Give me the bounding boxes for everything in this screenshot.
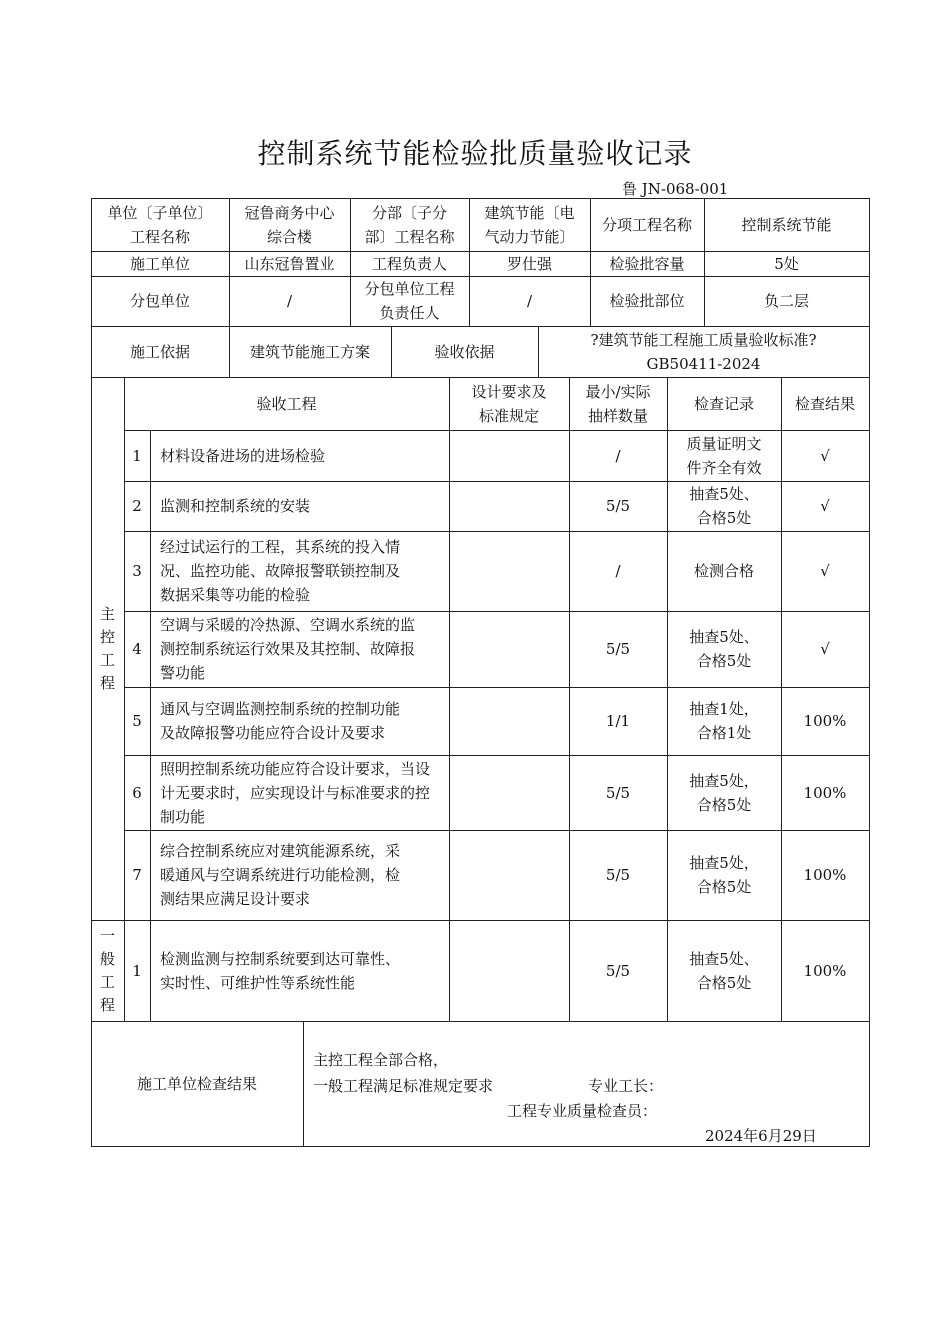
location-label: 检验批部位 <box>609 292 685 310</box>
basis-value: 建筑节能施工方案 <box>249 342 370 361</box>
item-record: 抽查1处， 合格1处 <box>689 700 759 742</box>
item-sample: / <box>615 562 621 580</box>
item-number: 5 <box>132 712 142 730</box>
item-result: √ <box>820 640 830 658</box>
item-number: 2 <box>132 497 142 515</box>
general-group-label: 一 般 工 程 <box>99 926 115 1014</box>
item-record: 质量证明文 件齐全有效 <box>686 434 762 477</box>
item-number: 1 <box>132 961 142 980</box>
contractor-value: 山东冠鲁置业 <box>244 254 335 273</box>
item-result: 100% <box>803 961 847 980</box>
item-sample: 5/5 <box>605 961 631 980</box>
form-code: 鲁 JN-068-001 <box>622 180 729 198</box>
acceptance-basis-label: 验收依据 <box>434 342 495 361</box>
item-sample: 1/1 <box>605 712 631 730</box>
item-description: 检测监测与控制系统要到达可靠性、 实时性、可维护性等系统性能 <box>160 949 401 992</box>
item-description: 空调与采暖的冷热源、空调水系统的监 测控制系统运行效果及其控制、故障报 警功能 <box>160 616 416 682</box>
basis-label: 施工依据 <box>129 342 190 361</box>
item-record: 抽查5处、 合格5处 <box>689 949 759 992</box>
summary-label: 施工单位检查结果 <box>136 1074 257 1093</box>
subcontractor-value: / <box>286 292 293 310</box>
item-number: 1 <box>132 446 142 465</box>
item-sample: 5/5 <box>605 497 631 515</box>
inspection-date: 2024年6月29日 <box>705 1127 817 1145</box>
item-record: 抽查5处， 合格5处 <box>689 854 759 896</box>
item-description: 监测和控制系统的安装 <box>160 497 311 515</box>
sub-manager-label: 分包单位工程 负责任人 <box>364 280 455 322</box>
column-header-result: 检查结果 <box>794 394 855 413</box>
item-sample: / <box>615 446 621 465</box>
item-number: 4 <box>132 640 142 658</box>
item-description: 通风与空调监测控制系统的控制功能 及故障报警功能应符合设计及要求 <box>160 700 401 742</box>
item-record: 抽查5处， 合格5处 <box>689 771 759 814</box>
capacity-value: 5处 <box>774 254 799 273</box>
column-header-item: 验收工程 <box>256 394 317 413</box>
foreman-signature-label: 专业工长： <box>588 1077 664 1095</box>
grid-line <box>869 1021 870 1147</box>
column-header-record: 检查记录 <box>693 394 754 413</box>
item-record: 抽查5处、 合格5处 <box>689 628 759 670</box>
subitem-label: 分项工程名称 <box>601 215 692 234</box>
acceptance-record-table <box>91 198 869 1147</box>
item-record: 抽查5处、 合格5处 <box>689 485 759 527</box>
capacity-label: 检验批容量 <box>609 254 685 273</box>
item-result: √ <box>820 562 830 580</box>
unit-value: 冠鲁商务中心 综合楼 <box>244 203 335 246</box>
division-label: 分部〔子分 部〕工程名称 <box>364 203 455 246</box>
item-sample: 5/5 <box>605 640 631 658</box>
location-value: 负二层 <box>763 292 809 310</box>
item-description: 照明控制系统功能应符合设计要求，当设 计无要求时，应实现设计与标准要求的控 制功能 <box>160 759 431 826</box>
item-sample: 5/5 <box>605 866 631 884</box>
column-header-sample: 最小/实际 抽样数量 <box>585 382 651 425</box>
item-number: 6 <box>132 783 142 802</box>
column-header-design: 设计要求及 标准规定 <box>471 382 547 425</box>
item-number: 7 <box>132 866 142 884</box>
item-description: 经过试运行的工程，其系统的投入情 况、监控功能、故障报警联锁控制及 数据采集等功能的检验 <box>160 538 401 604</box>
item-description: 综合控制系统应对建筑能源系统，采 暖通风与空调系统进行功能检测，检 测结果应满足设计要求 <box>160 842 401 908</box>
item-description: 材料设备进场的进场检验 <box>160 446 326 465</box>
subcontractor-label: 分包单位 <box>129 292 190 310</box>
item-result: √ <box>820 446 830 465</box>
unit-label: 单位〔子单位〕 工程名称 <box>107 203 213 246</box>
item-result: 100% <box>803 866 847 884</box>
item-sample: 5/5 <box>605 783 631 802</box>
acceptance-basis-value: ?建筑节能工程施工质量验收标准? GB50411-2024 <box>590 330 817 373</box>
grid-line <box>303 1021 304 1147</box>
item-record: 检测合格 <box>693 562 754 580</box>
item-result: 100% <box>803 783 847 802</box>
division-value: 建筑节能〔电 气动力节能〕 <box>484 203 575 246</box>
summary-general-result: 一般工程满足标准规定要求 <box>313 1077 494 1095</box>
item-result: 100% <box>803 712 847 730</box>
item-result: √ <box>820 497 830 515</box>
manager-label: 工程负责人 <box>371 254 447 273</box>
item-number: 3 <box>132 562 142 580</box>
quality-inspector-signature-label: 工程专业质量检查员： <box>507 1102 658 1120</box>
main-control-group-label: 主 控 工 程 <box>99 604 115 692</box>
document-title: 控制系统节能检验批质量验收记录 <box>257 137 693 170</box>
sub-manager-value: / <box>526 292 533 310</box>
grid-line <box>449 377 450 1022</box>
contractor-label: 施工单位 <box>129 254 190 273</box>
summary-main-control-result: 主控工程全部合格， <box>313 1051 449 1069</box>
manager-value: 罗仕强 <box>506 254 552 273</box>
grid-line <box>869 198 870 1122</box>
subitem-value: 控制系统节能 <box>741 215 832 234</box>
